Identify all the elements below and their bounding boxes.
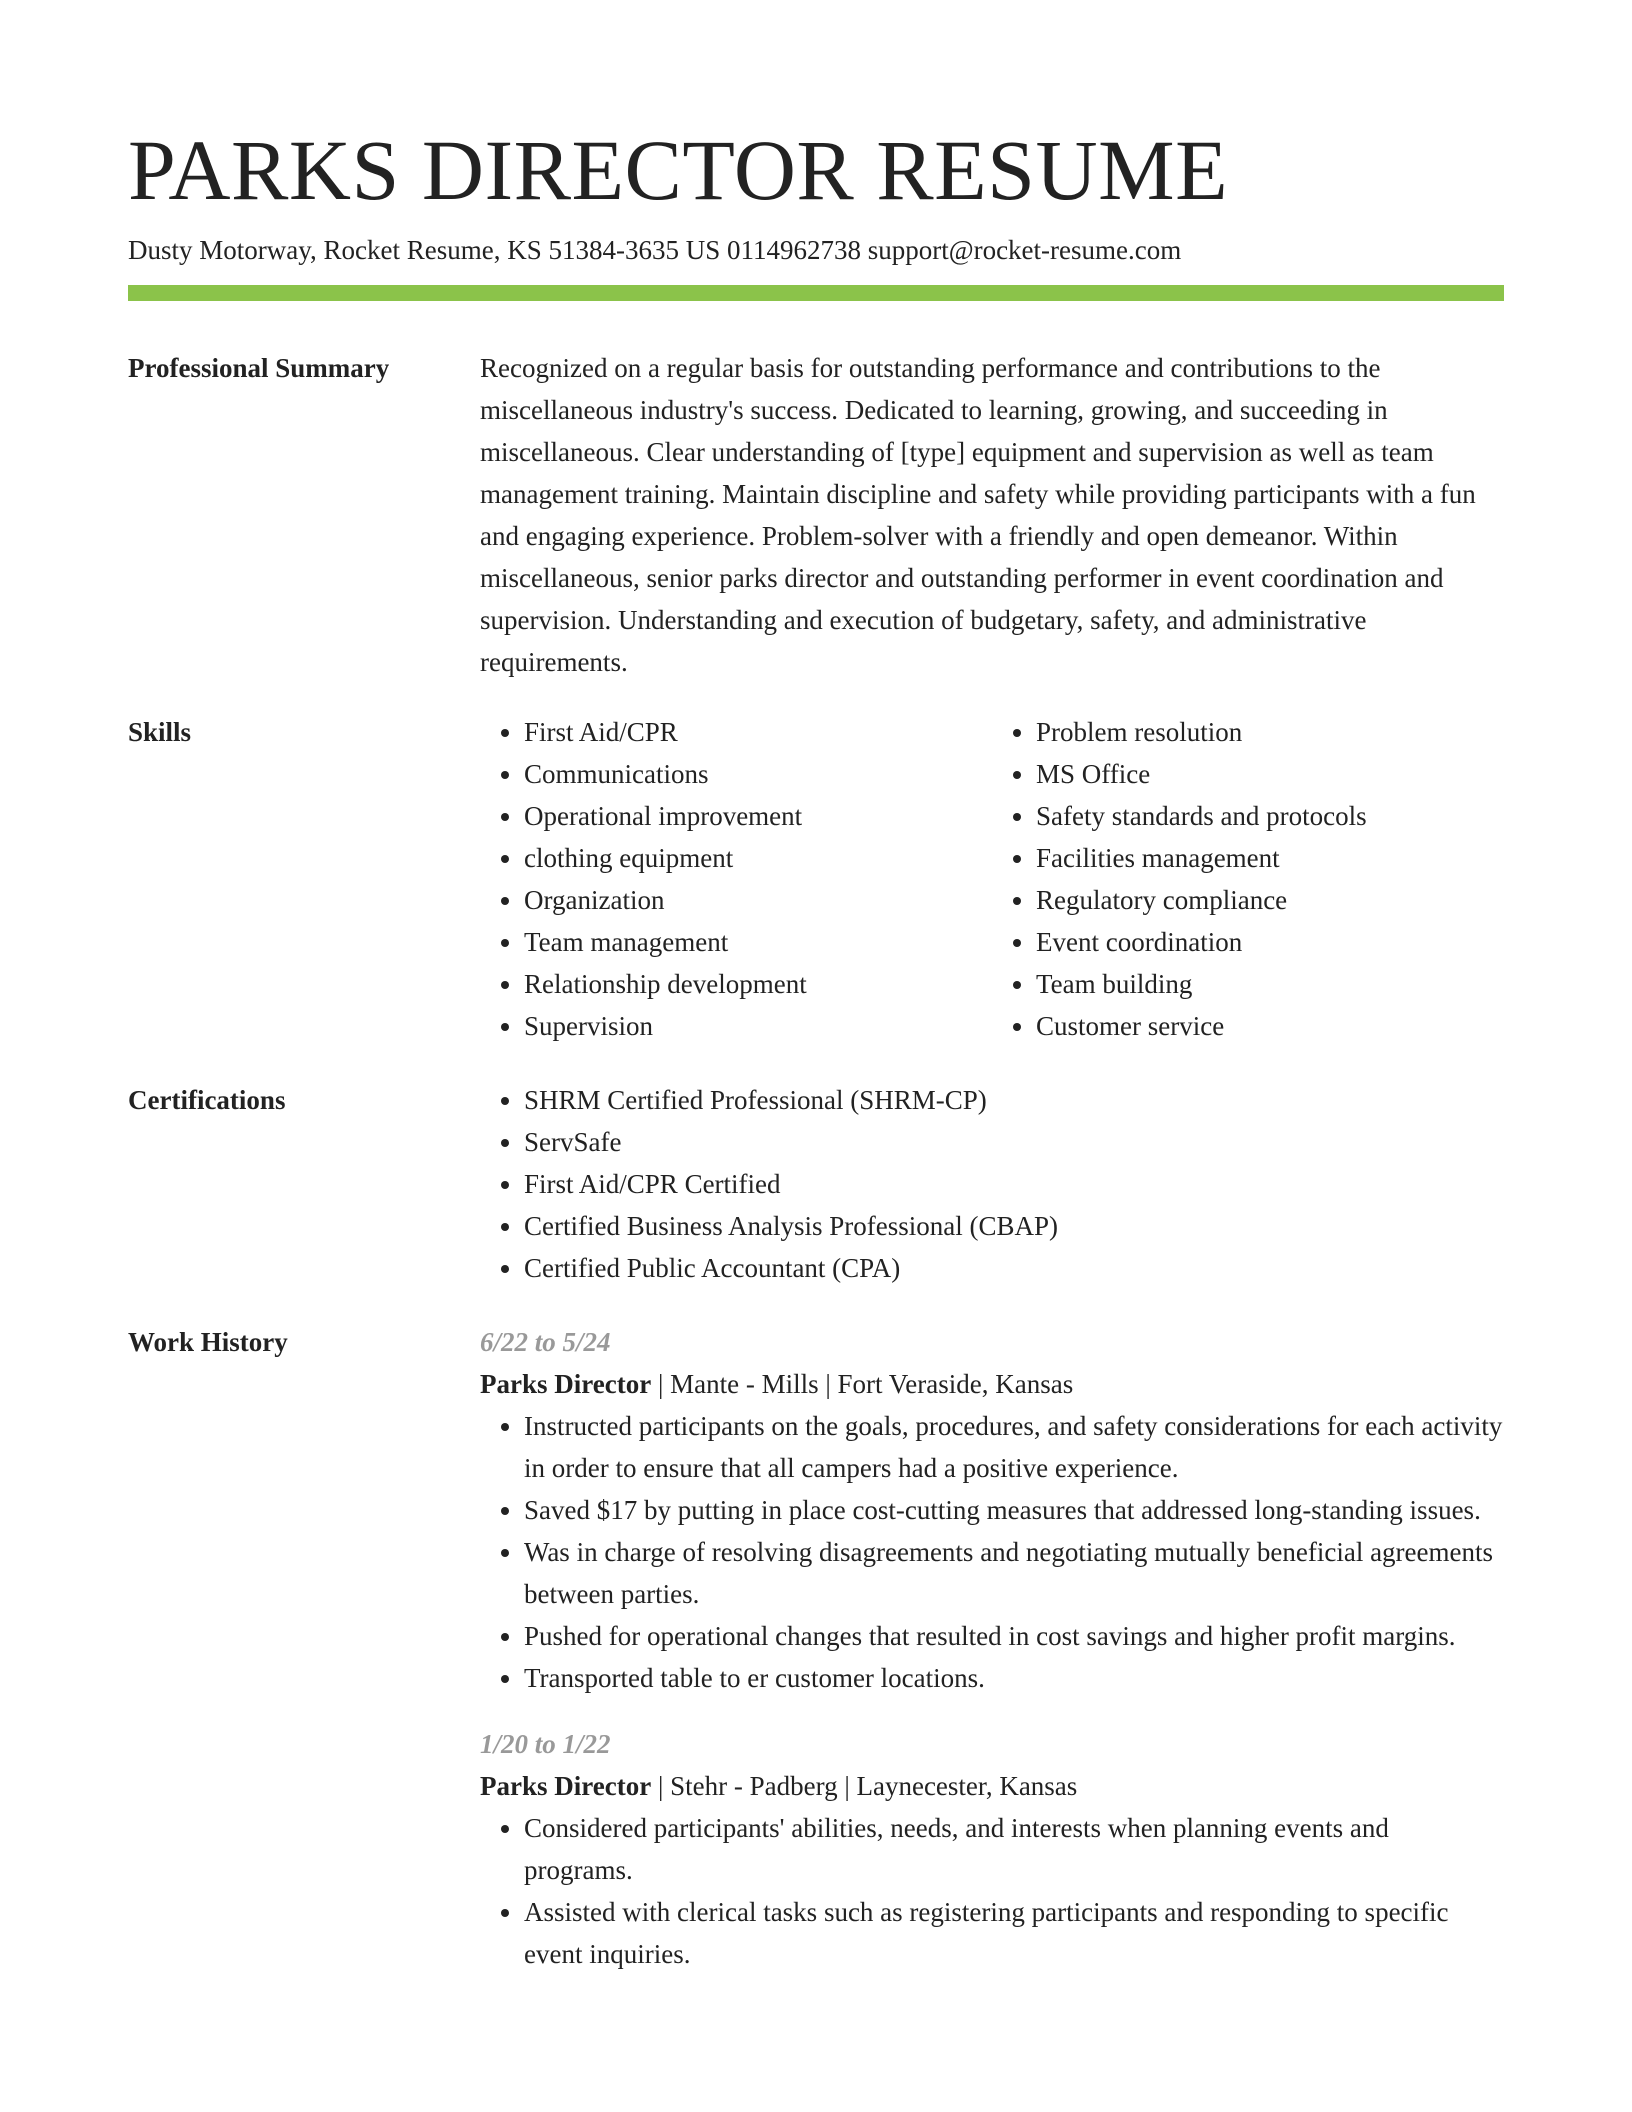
work-history-body (480, 1321, 1504, 1975)
certifications-list (480, 1079, 1504, 1289)
list-item: • Relationship development (524, 963, 992, 1005)
job-dates: 6/22 to 5/24 (480, 1327, 611, 1357)
list-item: • MS Office (1036, 753, 1504, 795)
list-item: • Customer service (1036, 1005, 1504, 1047)
job-heading (480, 1363, 1504, 1405)
list-item: • Was in charge of resolving disagreements and negotiating mutually beneficial agreements between parties. (524, 1531, 1504, 1615)
list-item: • Team management (524, 921, 992, 963)
list-item: • Team building (1036, 963, 1504, 1005)
job-title: Parks Director (480, 1369, 652, 1399)
list-item: • First Aid/CPR Certified (524, 1163, 1504, 1205)
skills-body (480, 711, 1504, 1047)
job-entry (480, 1723, 1504, 1975)
job-title: Parks Director (480, 1771, 652, 1801)
list-item: • Event coordination (1036, 921, 1504, 963)
list-item: • Assisted with clerical tasks such as registering participants and responding to specific event inquiries. (524, 1891, 1504, 1975)
job-heading (480, 1765, 1504, 1807)
job-bullets (480, 1807, 1504, 1975)
list-item: • Certified Business Analysis Professional (CBAP) (524, 1205, 1504, 1247)
certifications-body (480, 1079, 1504, 1289)
list-item: • Saved $17 by putting in place cost-cutting measures that addressed long-standing issues. (524, 1489, 1504, 1531)
list-item: • Transported table to er customer locations. (524, 1657, 1504, 1699)
job-details: | Stehr - Padberg | Laynecester, Kansas (651, 1771, 1078, 1801)
list-item: • Considered participants' abilities, needs, and interests when planning events and programs. (524, 1807, 1504, 1891)
job-dates: 1/20 to 1/22 (480, 1729, 611, 1759)
list-item: • SHRM Certified Professional (SHRM-CP) (524, 1079, 1504, 1121)
list-item: • Organization (524, 879, 992, 921)
job-entry (480, 1321, 1504, 1699)
skills-list-left (480, 711, 992, 1047)
summary-label: Professional Summary (128, 353, 390, 383)
list-item: • First Aid/CPR (524, 711, 992, 753)
list-item: • Operational improvement (524, 795, 992, 837)
list-item: • clothing equipment (524, 837, 992, 879)
work-history-label: Work History (128, 1327, 288, 1357)
list-item: • Instructed participants on the goals, procedures, and safety considerations for each activity in order to ensure that all campers had a positive experience. (524, 1405, 1504, 1489)
list-item: • Pushed for operational changes that resulted in cost savings and higher profit margins. (524, 1615, 1504, 1657)
list-item: • Supervision (524, 1005, 992, 1047)
summary-text: Recognized on a regular basis for outstanding performance and contributions to the miscellaneous industry's success. Dedicated to learning, growing, and succeeding in miscellaneous. Clear understanding of [type] equipment and supervision as well as team management training. Maintain discipline and safety while providing participants with a fun and engaging experience. Problem-solver with a friendly and open demeanor. Within miscellaneous, senior parks director and outstanding performer in event coordination and supervision. Understanding and execution of budgetary, safety, and administrative requirements. (480, 353, 1476, 677)
header-divider (128, 285, 1504, 301)
skills-label: Skills (128, 717, 192, 747)
list-item: • Regulatory compliance (1036, 879, 1504, 921)
list-item: • Safety standards and protocols (1036, 795, 1504, 837)
summary-body (480, 347, 1504, 683)
skills-list-right (992, 711, 1504, 1047)
list-item: • Facilities management (1036, 837, 1504, 879)
job-bullets (480, 1405, 1504, 1699)
list-item: • Problem resolution (1036, 711, 1504, 753)
list-item: • Certified Public Accountant (CPA) (524, 1247, 1504, 1289)
list-item: • ServSafe (524, 1121, 1504, 1163)
resume-title: PARKS DIRECTOR RESUME (128, 122, 1229, 218)
contact-line: Dusty Motorway, Rocket Resume, KS 51384-3635 US 0114962738 support@rocket-resume.com (128, 235, 1182, 265)
job-details: | Mante - Mills | Fort Veraside, Kansas (651, 1369, 1074, 1399)
list-item: • Communications (524, 753, 992, 795)
certifications-label: Certifications (128, 1085, 286, 1115)
